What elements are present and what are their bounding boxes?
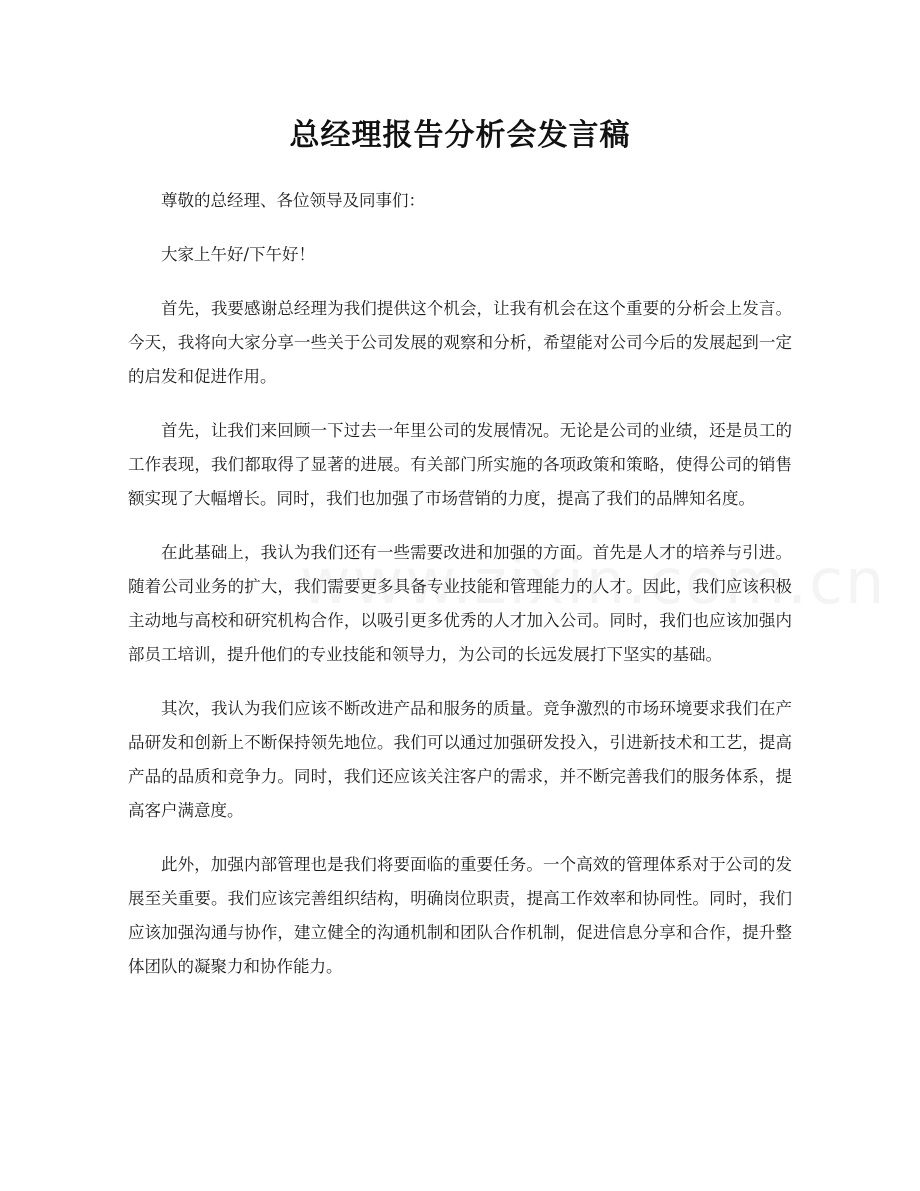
greeting: 大家上午好/下午好！ xyxy=(161,245,316,264)
paragraph: 首先，我要感谢总经理为我们提供这个机会，让我有机会在这个重要的分析会上发言。今天，我将向大家分享一些关于公司发展的观察和分析，希望能对公司今后的发展起到一定的启发和促进作用。 xyxy=(128,299,792,386)
paragraph: 此外，加强内部管理也是我们将要面临的重要任务。一个高效的管理体系对于公司的发展至关重要。我们应该完善组织结构，明确岗位职责，提高工作效率和协同性。同时，我们应该加强沟通与协作，建立健全的沟通机制和团队合作机制，促进信息分享和合作，提升整体团队的凝聚力和协作能力。 xyxy=(128,855,792,976)
paragraph: 其次，我认为我们应该不断改进产品和服务的质量。竞争激烈的市场环境要求我们在产品研发和创新上不断保持领先地位。我们可以通过加强研发投入，引进新技术和工艺，提高产品的品质和竞争力。同时，我们还应该关注客户的需求，并不断完善我们的服务体系，提高客户满意度。 xyxy=(128,699,792,820)
paragraph: 首先，让我们来回顾一下过去一年里公司的发展情况。无论是公司的业绩，还是员工的工作表现，我们都取得了显著的进展。有关部门所实施的各项政策和策略，使得公司的销售额实现了大幅增长。同时，我们也加强了市场营销的力度，提高了我们的品牌知名度。 xyxy=(128,421,792,508)
paragraph: 在此基础上，我认为我们还有一些需要改进和加强的方面。首先是人才的培养与引进。随着公司业务的扩大，我们需要更多具备专业技能和管理能力的人才。因此，我们应该积极主动地与高校和研究机构合作，以吸引更多优秀的人才加入公司。同时，我们也应该加强内部员工培训，提升他们的专业技能和领导力，为公司的长远发展打下坚实的基础。 xyxy=(128,543,792,664)
salutation: 尊敬的总经理、各位领导及同事们： xyxy=(161,191,425,210)
document-body xyxy=(128,184,792,1004)
document-title: 总经理报告分析会发言稿 xyxy=(289,118,631,153)
